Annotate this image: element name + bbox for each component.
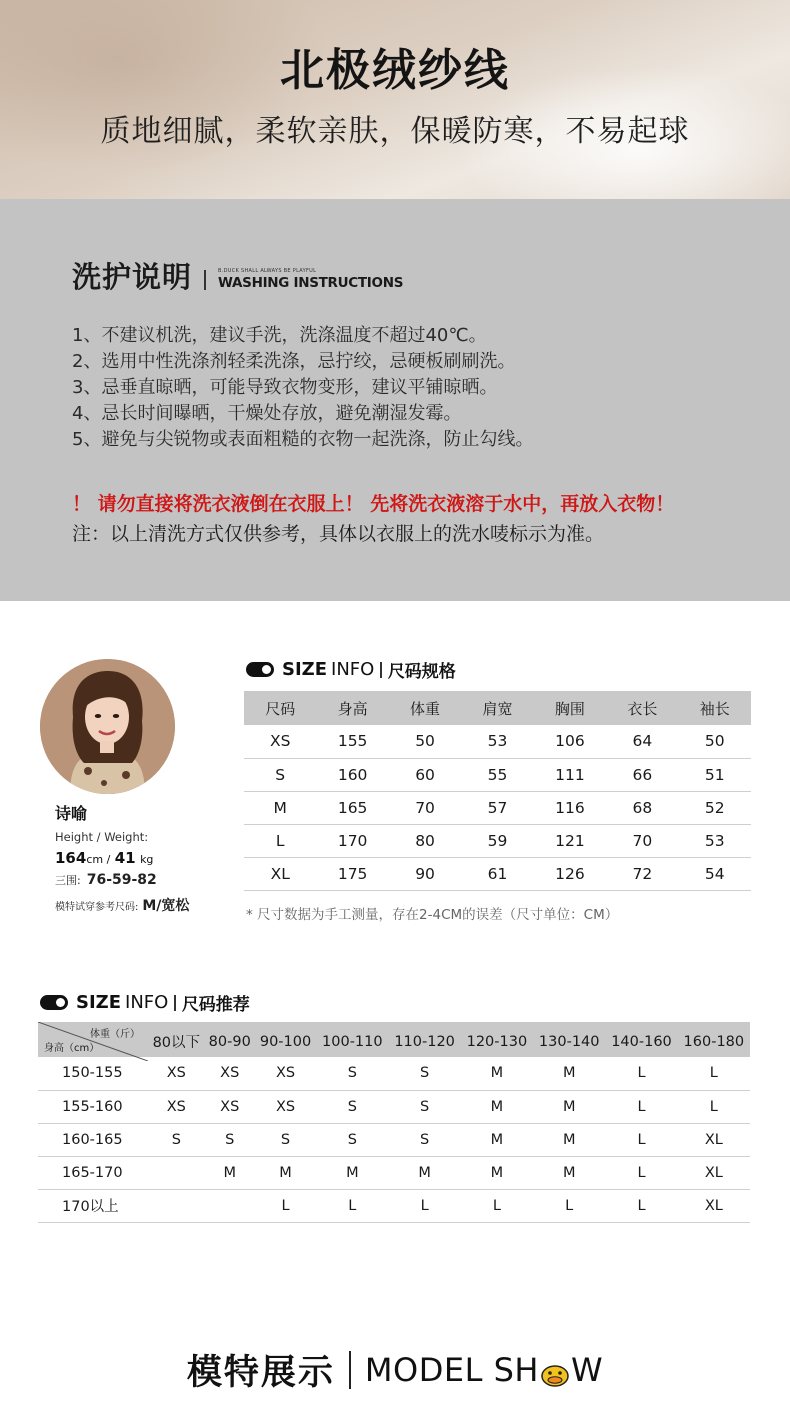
table-cell: M xyxy=(244,791,316,824)
hero-subtitle: 质地细腻，柔软亲肤，保暖防寒，不易起球 xyxy=(100,114,690,149)
column-header: 体重 xyxy=(389,691,461,725)
recommended-size-cell: M xyxy=(255,1156,316,1189)
recommended-size-cell: L xyxy=(678,1057,750,1090)
recommended-size-cell: L xyxy=(533,1189,605,1222)
table-cell: 155 xyxy=(316,725,388,758)
table-cell: 66 xyxy=(606,758,678,791)
table-cell: 106 xyxy=(534,725,606,758)
recommended-size-cell: S xyxy=(388,1090,460,1123)
model-avatar xyxy=(40,659,175,794)
table-cell: 50 xyxy=(679,725,751,758)
recommended-size-cell: S xyxy=(316,1090,388,1123)
recommended-size-cell: L xyxy=(316,1189,388,1222)
table-cell: S xyxy=(244,758,316,791)
table-cell: 160 xyxy=(316,758,388,791)
recommended-size-cell: L xyxy=(605,1090,677,1123)
model-show-title-en xyxy=(365,1351,603,1389)
brand-tagline: B.DUCK SHALL ALWAYS BE PLAYFUL xyxy=(218,268,317,274)
weight-column-header: 160-180 xyxy=(678,1022,750,1057)
table-cell: 53 xyxy=(461,725,533,758)
washing-title-en: WASHING INSTRUCTIONS xyxy=(218,275,404,291)
table-cell: 111 xyxy=(534,758,606,791)
table-row xyxy=(244,791,751,824)
table-cell: 175 xyxy=(316,857,388,890)
recommended-size-cell: L xyxy=(255,1189,316,1222)
table-row xyxy=(38,1090,750,1123)
recommended-size-cell: M xyxy=(461,1090,533,1123)
model-show-title-en-part: MODEL SH xyxy=(364,1351,539,1389)
column-header: 尺码 xyxy=(244,691,316,725)
washing-en-group xyxy=(218,268,403,291)
model-ref-label: 模特试穿参考尺码: xyxy=(55,902,139,913)
recommended-size-cell: XS xyxy=(148,1057,205,1090)
table-header-row xyxy=(244,691,751,725)
table-cell: 59 xyxy=(461,824,533,857)
recommended-size-cell: S xyxy=(316,1123,388,1156)
table-header-row xyxy=(38,1022,750,1057)
washing-item: 1、不建议机洗，建议手洗，洗涤温度不超过40℃。 xyxy=(72,325,487,346)
height-row-header: 155-160 xyxy=(38,1090,148,1123)
header-divider xyxy=(204,270,206,290)
measurement-note: * 尺寸数据为手工测量，存在2-4CM的误差（尺寸单位：CM） xyxy=(246,907,619,923)
recommended-size-cell: L xyxy=(605,1123,677,1156)
model-bwh: 76-59-82 xyxy=(86,872,157,888)
recommended-size-cell xyxy=(148,1156,205,1189)
corner-height-label: 身高（cm） xyxy=(44,1043,100,1054)
washing-item: 2、选用中性洗涤剂轻柔洗涤，忌拧绞，忌硬板刷刷洗。 xyxy=(72,351,516,372)
table-cell: 54 xyxy=(679,857,751,890)
column-header: 胸围 xyxy=(534,691,606,725)
recommended-size-cell: XS xyxy=(255,1057,316,1090)
table-cell: 121 xyxy=(534,824,606,857)
recommended-size-cell: XS xyxy=(255,1090,316,1123)
table-cell: 53 xyxy=(679,824,751,857)
recommended-size-cell: XL xyxy=(678,1123,750,1156)
size-info-title-cn: 尺码规格 xyxy=(387,662,456,682)
recommended-size-cell: S xyxy=(388,1123,460,1156)
model-height-weight xyxy=(55,849,153,867)
column-header: 袖长 xyxy=(679,691,751,725)
model-weight-unit: kg xyxy=(140,853,154,866)
table-cell: 60 xyxy=(389,758,461,791)
recommended-size-cell: XS xyxy=(205,1090,255,1123)
table-row xyxy=(244,758,751,791)
size-recommend-title-cn: 尺码推荐 xyxy=(181,995,250,1015)
size-info-label-light: INFO xyxy=(125,992,169,1013)
table-cell: 61 xyxy=(461,857,533,890)
model-ref-size: M/宽松 xyxy=(142,898,190,914)
table-cell: 90 xyxy=(389,857,461,890)
height-row-header: 165-170 xyxy=(38,1156,148,1189)
table-cell: 70 xyxy=(389,791,461,824)
fabric-hero-banner xyxy=(0,0,790,199)
weight-column-header: 100-110 xyxy=(316,1022,388,1057)
recommended-size-cell xyxy=(205,1189,255,1222)
washing-item: 4、忌长时间曝晒，干燥处存放，避免潮湿发霉。 xyxy=(72,403,462,424)
recommended-size-cell: XL xyxy=(678,1189,750,1222)
recommended-size-cell: S xyxy=(316,1057,388,1090)
duck-logo-icon xyxy=(540,1357,570,1383)
recommended-size-cell: M xyxy=(533,1123,605,1156)
size-info-label-light: INFO xyxy=(331,659,375,680)
weight-column-header: 80-90 xyxy=(205,1022,255,1057)
recommended-size-cell: M xyxy=(388,1156,460,1189)
table-cell: 68 xyxy=(606,791,678,824)
recommended-size-cell: L xyxy=(605,1189,677,1222)
table-cell: 70 xyxy=(606,824,678,857)
washing-instructions-section xyxy=(0,199,790,601)
weight-column-header: 110-120 xyxy=(388,1022,460,1057)
table-cell: XL xyxy=(244,857,316,890)
table-cell: 116 xyxy=(534,791,606,824)
column-header: 衣长 xyxy=(606,691,678,725)
recommended-size-cell: M xyxy=(533,1090,605,1123)
recommended-size-cell: XS xyxy=(205,1057,255,1090)
recommended-size-cell: M xyxy=(461,1156,533,1189)
washing-header xyxy=(72,255,403,296)
recommended-size-cell: L xyxy=(388,1189,460,1222)
table-cell: 55 xyxy=(461,758,533,791)
washing-list xyxy=(72,323,533,453)
model-reference-size xyxy=(55,895,189,915)
model-height: 164 xyxy=(55,849,87,867)
weight-column-header: 120-130 xyxy=(461,1022,533,1057)
size-recommend-table xyxy=(38,1022,750,1223)
weight-column-header: 90-100 xyxy=(255,1022,316,1057)
size-info-label: SIZE xyxy=(76,992,122,1013)
model-height-unit: cm / xyxy=(86,853,111,866)
weight-column-header: 130-140 xyxy=(533,1022,605,1057)
model-portrait-icon xyxy=(40,659,175,794)
table-cell: 57 xyxy=(461,791,533,824)
recommended-size-cell: L xyxy=(605,1057,677,1090)
washing-item: 5、避免与尖锐物或表面粗糙的衣物一起洗涤，防止勾线。 xyxy=(72,429,534,450)
recommended-size-cell: M xyxy=(533,1156,605,1189)
recommended-size-cell: S xyxy=(205,1123,255,1156)
table-cell: 51 xyxy=(679,758,751,791)
model-bwh-label: 三围: xyxy=(55,874,81,887)
table-row xyxy=(244,725,751,758)
weight-column-header: 140-160 xyxy=(605,1022,677,1057)
table-row xyxy=(38,1156,750,1189)
model-show-heading xyxy=(0,1345,790,1395)
recommended-size-cell: M xyxy=(316,1156,388,1189)
table-cell: 50 xyxy=(389,725,461,758)
header-divider xyxy=(380,662,382,678)
model-hw-label: Height / Weight: xyxy=(55,830,149,844)
size-spec-table xyxy=(244,691,751,891)
height-row-header: 160-165 xyxy=(38,1123,148,1156)
toggle-pill-icon xyxy=(40,995,68,1010)
model-weight: 41 xyxy=(114,849,136,867)
recommended-size-cell: M xyxy=(461,1057,533,1090)
recommended-size-cell: S xyxy=(148,1123,205,1156)
recommended-size-cell: M xyxy=(461,1123,533,1156)
table-cell: XS xyxy=(244,725,316,758)
weight-column-header: 80以下 xyxy=(148,1022,205,1057)
corner-weight-label: 体重（斤） xyxy=(90,1029,140,1040)
table-cell: 170 xyxy=(316,824,388,857)
header-divider xyxy=(174,995,176,1011)
table-cell: L xyxy=(244,824,316,857)
recommended-size-cell: L xyxy=(605,1156,677,1189)
table-cell: 64 xyxy=(606,725,678,758)
recommended-size-cell: XL xyxy=(678,1156,750,1189)
model-show-title-en-part: W xyxy=(570,1351,604,1389)
toggle-pill-icon xyxy=(246,662,274,677)
size-info-label: SIZE xyxy=(282,659,328,680)
table-cell: 52 xyxy=(679,791,751,824)
column-header: 身高 xyxy=(316,691,388,725)
recommended-size-cell: XS xyxy=(148,1090,205,1123)
height-row-header: 170以上 xyxy=(38,1189,148,1222)
recommended-size-cell: L xyxy=(461,1189,533,1222)
table-cell: 126 xyxy=(534,857,606,890)
table-row xyxy=(38,1057,750,1090)
table-row xyxy=(38,1123,750,1156)
heading-divider xyxy=(349,1351,351,1389)
table-row xyxy=(244,824,751,857)
washing-item: 3、忌垂直晾晒，可能导致衣物变形，建议平铺晾晒。 xyxy=(72,377,498,398)
washing-warning: ！ 请勿直接将洗衣液倒在衣服上！ 先将洗衣液溶于水中，再放入衣物！ xyxy=(72,493,675,515)
table-cell: 72 xyxy=(606,857,678,890)
washing-title: 洗护说明 xyxy=(72,260,193,294)
size-info-header xyxy=(246,657,456,682)
hero-title: 北极绒纱线 xyxy=(280,45,510,96)
model-measurements xyxy=(55,872,157,888)
height-row-header: 150-155 xyxy=(38,1057,148,1090)
column-header: 肩宽 xyxy=(461,691,533,725)
recommended-size-cell: M xyxy=(533,1057,605,1090)
recommended-size-cell: S xyxy=(255,1123,316,1156)
model-show-title-cn: 模特展示 xyxy=(186,1353,335,1393)
washing-note: 注：以上清洗方式仅供参考，具体以衣服上的洗水唛标示为准。 xyxy=(72,523,605,545)
table-row xyxy=(244,857,751,890)
table-cell: 80 xyxy=(389,824,461,857)
recommended-size-cell xyxy=(148,1189,205,1222)
recommended-size-cell: L xyxy=(678,1090,750,1123)
recommended-size-cell: S xyxy=(388,1057,460,1090)
recommended-size-cell: M xyxy=(205,1156,255,1189)
table-row xyxy=(38,1189,750,1222)
table-cell: 165 xyxy=(316,791,388,824)
table-corner-cell xyxy=(38,1022,148,1057)
model-name: 诗喻 xyxy=(55,804,88,823)
size-recommend-header xyxy=(40,990,250,1015)
